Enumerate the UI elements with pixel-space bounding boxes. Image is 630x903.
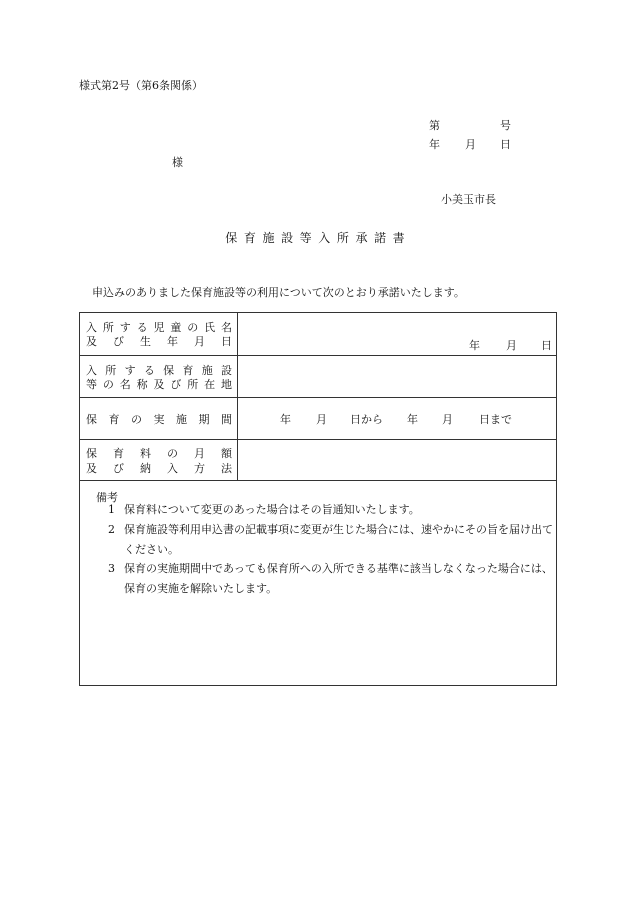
birth-year-label: 年 (469, 339, 480, 352)
row-label-line: 入所する保育施設 (86, 364, 232, 377)
note-text: 保育料について変更のあった場合はその旨通知いたします。 (124, 503, 420, 516)
period-from-month: 月 (316, 413, 327, 426)
birth-month-label: 月 (506, 339, 517, 352)
period-from-day: 日から (350, 413, 383, 426)
period-to-month: 月 (442, 413, 453, 426)
row-label-line: 及び納入方法 (86, 462, 232, 475)
table-row-facility (80, 356, 556, 398)
note-number: 3 (108, 562, 115, 575)
row-label-line: 及び生年月日 (86, 335, 232, 348)
remarks-note (108, 520, 554, 560)
intro-text: 申込みのありました保育施設等の利用について次のとおり承諾いたします。 (92, 286, 465, 299)
table-row-care-period (80, 398, 556, 440)
issue-date-year: 年 (429, 138, 440, 151)
table-row-child-name (80, 313, 556, 356)
document-title: 保育施設等入所承諾書 (225, 231, 412, 245)
row-label-line: 等の名称及び所在地 (86, 378, 232, 391)
period-from-year: 年 (280, 413, 291, 426)
note-text: 保育施設等利用申込書の記載事項に変更が生じた場合には、速やかにその旨を届け出てください。 (124, 523, 553, 556)
birth-day-label: 日 (541, 339, 552, 352)
row-label-cell (80, 398, 238, 439)
form-number: 様式第2号（第6条関係） (79, 79, 203, 92)
table-row-fee (80, 440, 556, 481)
note-number: 2 (108, 523, 115, 536)
remarks-note (108, 500, 548, 520)
document-number-suffix: 号 (500, 119, 511, 132)
row-label-cell (80, 440, 238, 480)
addressee-suffix: 様 (172, 156, 183, 169)
row-label-cell (80, 313, 238, 355)
period-to-day: 日まで (479, 413, 512, 426)
issue-date-month: 月 (465, 138, 476, 151)
note-number: 1 (108, 503, 115, 516)
consent-form-table (79, 312, 557, 686)
document-number-prefix: 第 (429, 119, 440, 132)
row-label-line: 保育の実施期間 (86, 413, 232, 426)
row-label-line: 入所する児童の氏名 (86, 321, 232, 334)
issue-date-day: 日 (500, 138, 511, 151)
issuer-name: 小美玉市長 (441, 193, 496, 206)
remarks-title: 備考 (96, 491, 118, 504)
row-label-line: 保育料の月額 (86, 447, 232, 460)
period-to-year: 年 (407, 413, 418, 426)
note-text: 保育の実施期間中であっても保育所への入所できる基準に該当しなくなった場合には、保育の実施を解除いたします。 (124, 562, 553, 595)
row-label-cell (80, 356, 238, 397)
remarks-note (108, 559, 554, 599)
